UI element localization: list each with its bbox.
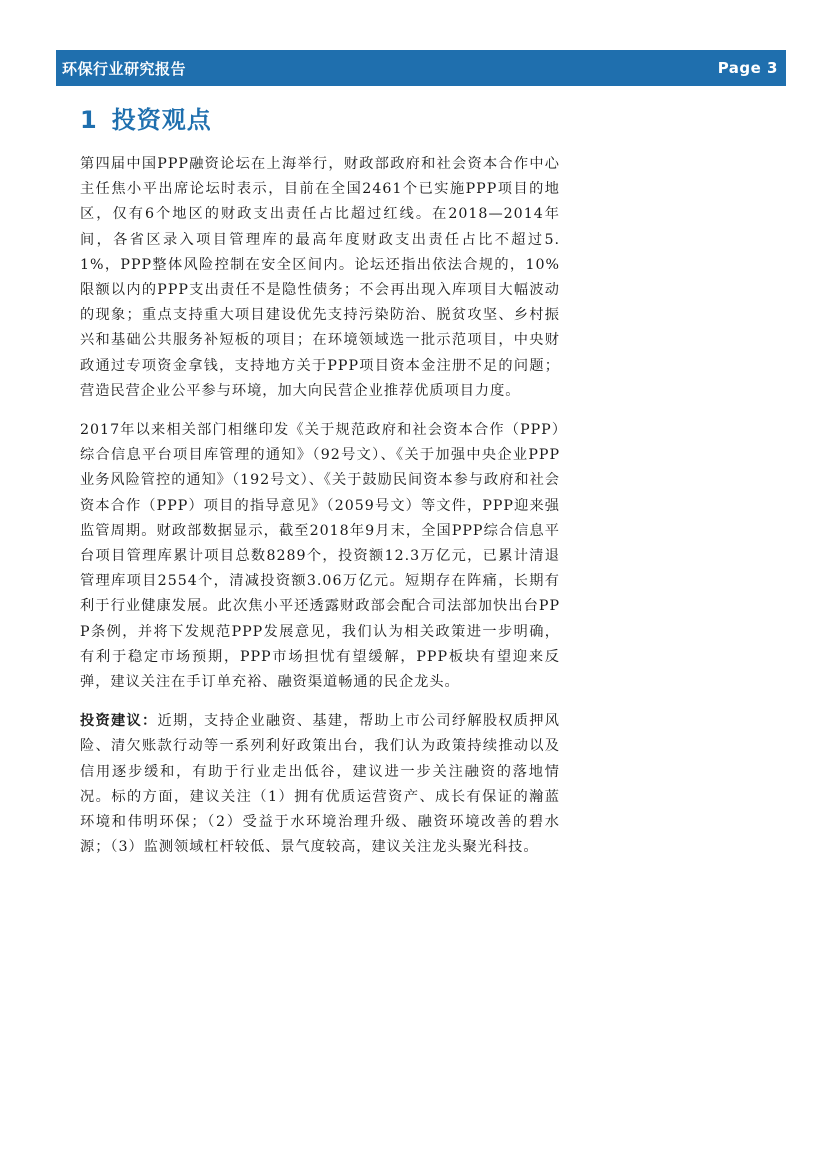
report-header-bar bbox=[56, 50, 786, 86]
body-content bbox=[80, 152, 560, 874]
section-number: 1 bbox=[80, 106, 98, 134]
investment-advice-label: 投资建议： bbox=[80, 713, 158, 730]
report-title: 环保行业研究报告 bbox=[62, 59, 187, 78]
paragraph-investment-advice bbox=[80, 709, 560, 860]
paragraph-forum-summary: 第四届中国PPP融资论坛在上海举行，财政部政府和社会资本合作中心主任焦小平出席论坛时表示，目前在全国2461个已实施PPP项目的地区，仅有6个地区的财政支出责任占比超过红线。在2018—2014年间，各省区录入项目管理库的最高年度财政支出责任占比不超过5.1%，PPP整体风险控制在安全区间内。论坛还指出依法合规的，10%限额以内的PPP支出责任不是隐性债务；不会再出现入库项目大幅波动的现象；重点支持重大项目建设优先支持污染防治、脱贫攻坚、乡村振兴和基础公共服务补短板的项目；在环境领域选一批示范项目，中央财政通过专项资金拿钱，支持地方关于PPP项目资本金注册不足的问题；营造民营企业公平参与环境，加大向民营企业推荐优质项目力度。 bbox=[80, 156, 560, 399]
section-title: 投资观点 bbox=[111, 106, 212, 134]
investment-advice-text: 近期，支持企业融资、基建，帮助上市公司纾解股权质押风险、清欠账款行动等一系列利好政策出台，我们认为政策持续推动以及信用逐步缓和，有助于行业走出低谷，建议进一步关注融资的落地情况。标的方面，建议关注（1）拥有优质运营资产、成长有保证的瀚蓝环境和伟明环保；（2）受益于水环境治理升级、融资环境改善的碧水源；（3）监测领域杠杆较低、景气度较高，建议关注龙头聚光科技。 bbox=[80, 713, 560, 856]
page-number: Page 3 bbox=[717, 59, 778, 77]
section-heading bbox=[80, 100, 212, 135]
paragraph-policy-background: 2017年以来相关部门相继印发《关于规范政府和社会资本合作（PPP）综合信息平台项目库管理的通知》（92号文）、《关于加强中央企业PPP业务风险管控的通知》（192号文）、《关于鼓励民间资本参与政府和社会资本合作（PPP）项目的指导意见》（2059号文）等文件，PPP迎来强监管周期。财政部数据显示，截至2018年9月末，全国PPP综合信息平台项目管理库累计项目总数8289个，投资额12.3万亿元，已累计清退管理库项目2554个，清减投资额3.06万亿元。短期存在阵痛，长期有利于行业健康发展。此次焦小平还透露财政部会配合司法部加快出台PPP条例，并将下发规范PPP发展意见，我们认为相关政策进一步明确，有利于稳定市场预期，PPP市场担忧有望缓解，PPP板块有望迎来反弹，建议关注在手订单充裕、融资渠道畅通的民企龙头。 bbox=[80, 422, 560, 691]
